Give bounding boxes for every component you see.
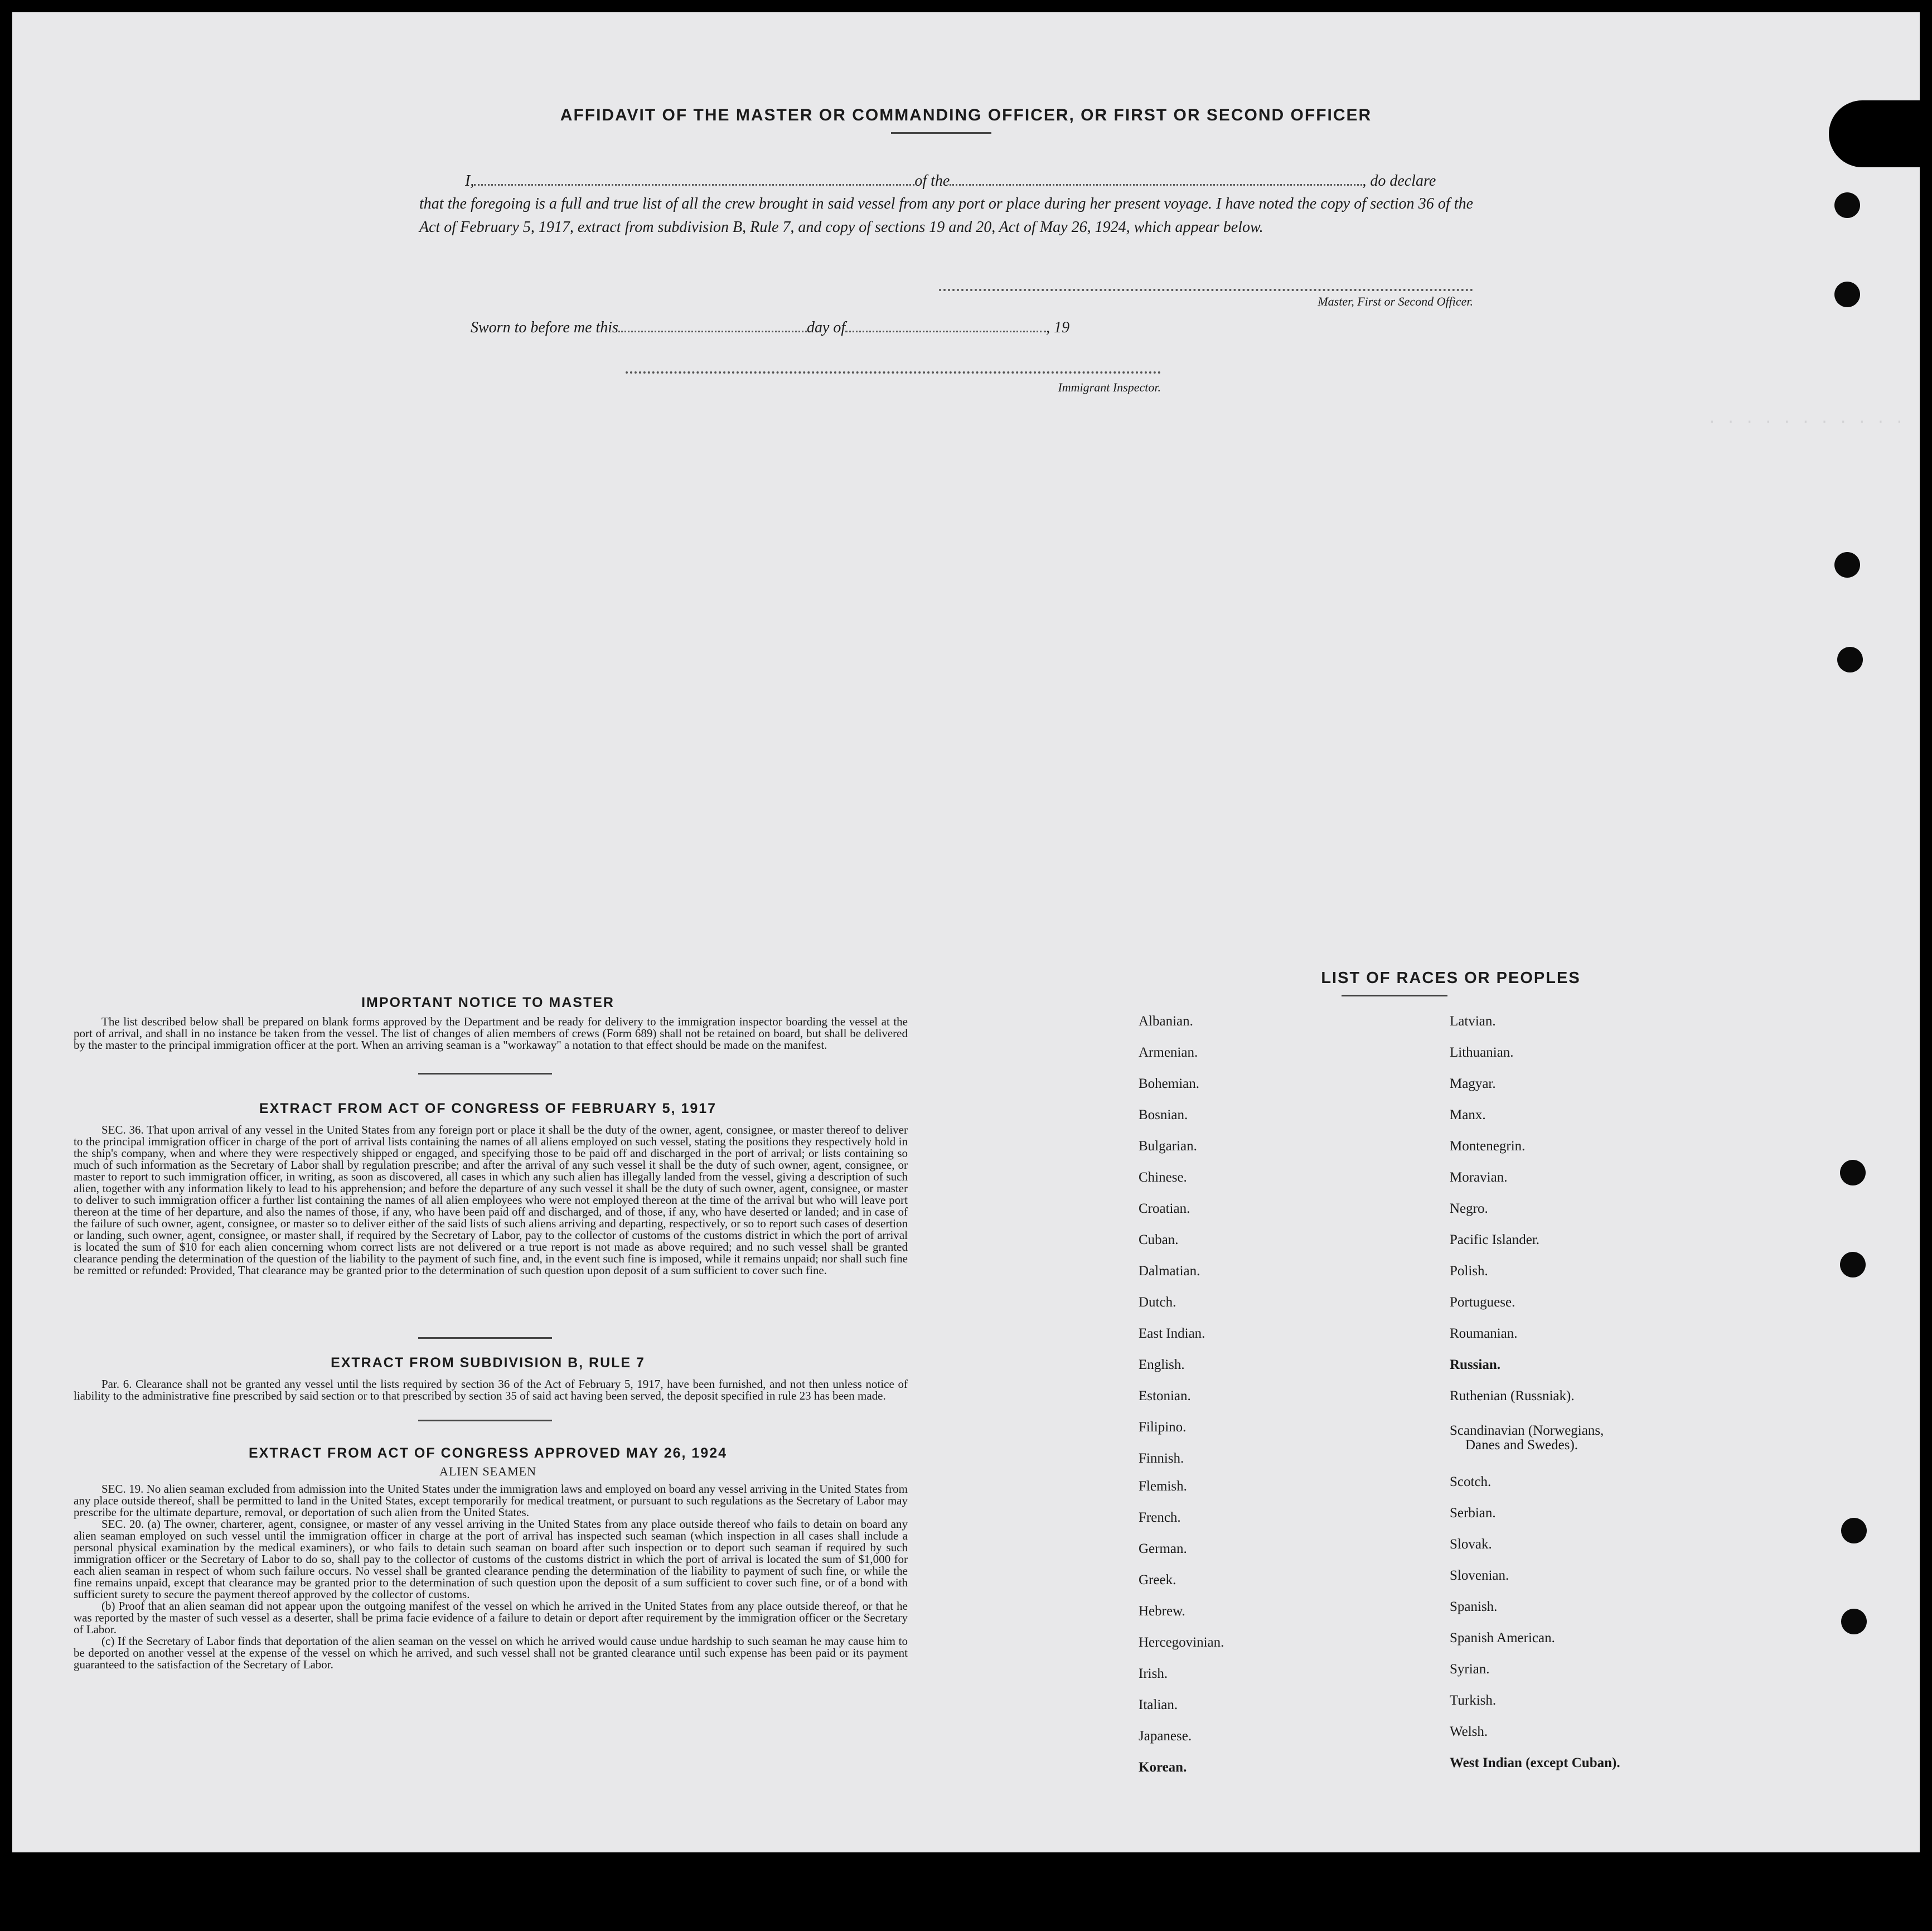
race-left: Irish. [1139, 1666, 1168, 1681]
officer-caption: Master, First or Second Officer. [1318, 294, 1473, 308]
sworn-prefix: Sworn to before me this [471, 319, 618, 336]
binder-hole [1837, 647, 1863, 672]
document-page [12, 12, 1920, 1852]
inspector-signature-line[interactable] [626, 371, 1161, 374]
race-left: Hebrew. [1139, 1604, 1185, 1619]
sec19-paragraph: SEC. 19. No alien seaman excluded from admission into the United States under the immigration laws and employed on board any vessel arriving in the United States from any place outside thereof, shall be permitted to land in the United States, except temporarily for medical treatment, or pursuant to such regulations as the Secretary of Labor may prescribe for the ultimate departure, removal, or deportation of such alien from the United States. [74, 1482, 908, 1519]
declaration-body: that the foregoing is a full and true list of all the crew brought in said vessel from any port or place during her present voyage. I have noted the copy of section 36 of the Act of February 5, 1917, extract from subdivision B, Rule 7, and copy of sections 19 and 20, Act of May 26, 1924, which appear below. [419, 195, 1473, 236]
races-title: LIST OF RACES OR PEOPLES [1321, 969, 1581, 987]
race-right: Portuguese. [1450, 1295, 1515, 1310]
race-right: West Indian (except Cuban). [1450, 1755, 1620, 1770]
race-right: Syrian. [1450, 1662, 1490, 1677]
affidavit-title: AFFIDAVIT OF THE MASTER OR COMMANDING OFFICER, OR FIRST OR SECOND OFFICER [560, 106, 1372, 124]
race-right: Negro. [1450, 1201, 1488, 1216]
sec20c-paragraph: (c) If the Secretary of Labor finds that deportation of the alien seaman on the vessel on which he arrived would cause undue hardship to such seaman he may cause him to be deported on another vessel at the expense of the vessel on which he arrived, and such vessel shall not be granted clearance until such expense has been paid or its payment guaranteed to the satisfaction of the Secretary of Labor. [74, 1634, 908, 1671]
notice-text [74, 1016, 908, 1051]
binder-hole [1840, 1252, 1866, 1277]
declaration-of-the: of the [914, 172, 950, 190]
extract-1917-title: EXTRACT FROM ACT OF CONGRESS OF FEBRUARY 5, 1917 [259, 1101, 717, 1116]
race-right: Spanish American. [1450, 1630, 1555, 1646]
race-right: Russian. [1450, 1357, 1501, 1372]
race-right: Montenegrin. [1450, 1139, 1526, 1154]
race-left: Filipino. [1139, 1420, 1187, 1435]
extract-1917-divider [418, 1337, 552, 1339]
rule7-divider [418, 1420, 552, 1421]
name-field[interactable] [474, 184, 914, 186]
race-right: Latvian. [1450, 1014, 1496, 1029]
sec36-paragraph: SEC. 36. That upon arrival of any vessel in the United States from any foreign port or place it shall be the duty of the owner, agent, consignee, or master thereof to deliver to the principal immigration officer in charge of the port of arrival lists containing the names of all aliens employed on such vessel, stating the positions they respectively hold in the ship's company, when and where they were respectively shipped or engaged, and specifying those to be paid off and discharged in the port of arrival; or lists containing so much of such information as the Secretary of Labor shall by regulation prescribe; and after the arrival of any such vessel it shall be the duty of such owner, agent, consignee, or master to report to such immigration officer, in writing, as soon as discovered, all cases in which any such alien has illegally landed from the vessel, giving a description of such alien, together with any information likely to lead to his apprehension; and before the departure of any such vessel it shall be the duty of such owner, agent, consignee, or master to deliver to such immigration officer a further list containing the names of all alien employees who were not employed thereon at the time of the arrival but who will leave port thereon at the time of her departure, and also the names of those, if any, who have been paid off and discharged, and of those, if any, who have deserted or landed; and in case of the failure of such owner, agent, consignee, or master so to deliver either of the said lists of such aliens arriving and departing, respectively, or so to report such cases of desertion or landing, such owner, agent, consignee, or master shall, if required by the Secretary of Labor, pay to the collector of customs of the customs district in which the port of arrival is located the sum of $10 for each alien concerning whom correct lists are not delivered or a true report is not made as above required; and no such vessel shall be granted clearance pending the determination of the question of the liability to the payment of such fine, and, in the event such fine is imposed, while it remains unpaid; nor shall such fine be remitted or refunded: Provided, That clearance may be granted prior to the determination of such question upon deposit of a sum sufficient to cover such fine. [74, 1123, 908, 1277]
inspector-caption: Immigrant Inspector. [1058, 380, 1161, 394]
extract-1917-text [74, 1124, 908, 1276]
race-right: Scotch. [1450, 1474, 1492, 1489]
race-right: Ruthenian (Russniak). [1450, 1388, 1575, 1404]
race-left: Italian. [1139, 1697, 1178, 1712]
binder-hole [1834, 192, 1860, 218]
notice-divider [418, 1073, 552, 1075]
rule7-paragraph: Par. 6. Clearance shall not be granted any vessel until the lists required by section 36 of the Act of February 5, 1917, have been furnished, and not then unless notice of liability to the administrative fine prescribed by said section or to that prescribed by section 35 of said act having been served, the deposit specified in rule 23 has been made. [74, 1377, 908, 1402]
race-left: Armenian. [1139, 1045, 1198, 1060]
race-left: East Indian. [1139, 1326, 1205, 1341]
race-left: Estonian. [1139, 1388, 1191, 1404]
declaration-i: I, [465, 172, 474, 190]
torn-corner [1829, 100, 1932, 167]
races-divider [1342, 995, 1447, 996]
race-right: Polish. [1450, 1264, 1488, 1279]
race-left: French. [1139, 1510, 1181, 1525]
binder-hole [1841, 1518, 1867, 1543]
declaration-line [419, 170, 1473, 192]
race-left: Chinese. [1139, 1170, 1187, 1185]
rule7-text [74, 1378, 908, 1402]
title-divider [891, 132, 991, 134]
race-left: Greek. [1139, 1572, 1176, 1588]
race-right: Scandinavian (Norwegians, [1450, 1423, 1604, 1438]
race-left: Japanese. [1139, 1729, 1192, 1744]
race-left: Bosnian. [1139, 1107, 1188, 1122]
binder-hole [1840, 1160, 1866, 1185]
race-right: Spanish. [1450, 1599, 1498, 1614]
race-left: Cuban. [1139, 1232, 1179, 1247]
sworn-day-of: day of [806, 319, 846, 336]
race-right: Serbian. [1450, 1506, 1496, 1521]
binder-hole [1834, 282, 1860, 307]
race-left: German. [1139, 1541, 1187, 1556]
race-left: Bohemian. [1139, 1076, 1200, 1091]
race-left: English. [1139, 1357, 1185, 1372]
rule7-title: EXTRACT FROM SUBDIVISION B, RULE 7 [331, 1355, 645, 1371]
sec20b-paragraph: (b) Proof that an alien seaman did not appear upon the outgoing manifest of the vessel on which he arrived in the United States from any place outside thereof, or that he was reported by the master of such vessel as a deserter, shall be prima facie evidence of a failure to detain or deport after requirement by the immigration officer or the Secretary of Labor. [74, 1599, 908, 1636]
extract-1924-text [74, 1483, 908, 1671]
binder-hole [1841, 1609, 1867, 1634]
race-right: Danes and Swedes). [1465, 1438, 1578, 1453]
race-right: Moravian. [1450, 1170, 1508, 1185]
race-left: Flemish. [1139, 1479, 1187, 1494]
race-right: Manx. [1450, 1107, 1486, 1122]
race-left: Bulgarian. [1139, 1139, 1197, 1154]
race-left: Dalmatian. [1139, 1264, 1200, 1279]
sworn-day-field[interactable] [618, 331, 807, 332]
alien-seamen-subtitle: ALIEN SEAMEN [439, 1464, 536, 1478]
notice-paragraph: The list described below shall be prepared on blank forms approved by the Department and be ready for delivery to the immigration inspector boarding the vessel at the port of arrival, and shall in no instance be taken from the vessel. The list of changes of alien members of crews (Form 689) shall not be retained on board, but shall be delivered by the master to the principal immigration officer at the port. When an arriving seaman is a "workaway" a notation to that effect should be made on the manifest. [74, 1015, 908, 1052]
race-left: Croatian. [1139, 1201, 1190, 1216]
sec20a-paragraph: SEC. 20. (a) The owner, charterer, agent, consignee, or master of any vessel arriving in the United States from any place outside thereof who fails to detain on board any alien seaman employed on such vessel until the immigration officer in charge at the port of arrival has inspected such seaman (which inspection in all cases shall include a personal physical examination by the medical examiners), or who fails to detain such seaman on board after such inspection or to deport such seaman if required by such immigration officer or the Secretary of Labor to do so, shall pay to the collector of customs of the customs district in which the port of arrival is located the sum of $1,000 for each alien seaman in respect of whom such failure occurs. No vessel shall be granted clearance pending the determination of the liability to payment of such fine, or while the fine remains unpaid, except that clearance may be granted prior to the determination of such question upon the deposit of a sum sufficient to cover such fine, or of a bond with sufficient surety to secure the payment thereof approved by the collector of customs. [74, 1517, 908, 1601]
race-right: Magyar. [1450, 1076, 1496, 1091]
race-right: Pacific Islander. [1450, 1232, 1540, 1247]
race-right: Slovak. [1450, 1537, 1492, 1552]
race-left: Korean. [1139, 1760, 1187, 1775]
sworn-month-field[interactable] [845, 331, 1046, 332]
sworn-line [471, 319, 1140, 337]
declaration-end: , do declare [1362, 172, 1436, 190]
binder-hole [1834, 552, 1860, 578]
race-left: Finnish. [1139, 1451, 1184, 1466]
race-right: Roumanian. [1450, 1326, 1518, 1341]
vessel-field[interactable] [950, 184, 1362, 186]
notice-title: IMPORTANT NOTICE TO MASTER [361, 995, 614, 1010]
sworn-year: , 19 [1046, 319, 1070, 336]
race-left: Albanian. [1139, 1014, 1193, 1029]
extract-1924-title: EXTRACT FROM ACT OF CONGRESS APPROVED MAY 26, 1924 [248, 1445, 728, 1461]
race-right: Welsh. [1450, 1724, 1488, 1739]
race-left: Hercegovinian. [1139, 1635, 1224, 1650]
officer-signature-line[interactable] [939, 289, 1473, 291]
race-right: Lithuanian. [1450, 1045, 1514, 1060]
bleed-through-text: · · · · · · · · · · · [1707, 414, 1904, 431]
race-right: Slovenian. [1450, 1568, 1509, 1583]
race-left: Dutch. [1139, 1295, 1176, 1310]
race-right: Turkish. [1450, 1693, 1497, 1708]
